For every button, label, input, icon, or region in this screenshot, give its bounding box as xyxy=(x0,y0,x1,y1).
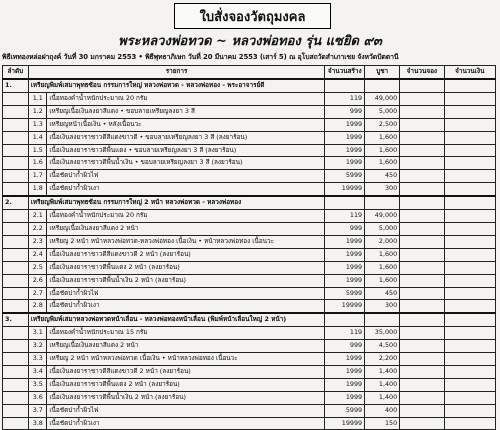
row-spacer xyxy=(3,222,29,235)
item-quantity: 119 xyxy=(325,327,365,340)
amount-cell[interactable] xyxy=(444,274,495,287)
amount-cell[interactable] xyxy=(444,131,495,144)
row-spacer xyxy=(3,235,29,248)
col-header-reserve: จำนวนจอง xyxy=(400,66,444,80)
table-header-row xyxy=(3,66,496,80)
amount-cell[interactable] xyxy=(444,340,495,353)
reserve-quantity-cell[interactable] xyxy=(400,144,444,157)
amount-cell[interactable] xyxy=(444,353,495,366)
reserve-quantity-cell[interactable] xyxy=(400,92,444,105)
item-description: เหรียญหน้าเนื้อเงิน • หลังเนื้อนวะ xyxy=(47,118,325,131)
row-spacer xyxy=(3,417,29,430)
amount-cell[interactable] xyxy=(444,144,495,157)
reserve-quantity-cell[interactable] xyxy=(400,157,444,170)
item-number: 3.2 xyxy=(28,340,47,353)
reserve-quantity-cell[interactable] xyxy=(400,365,444,378)
item-number: 3.3 xyxy=(28,353,47,366)
row-spacer xyxy=(3,131,29,144)
item-price: 49,000 xyxy=(365,210,400,223)
table-row xyxy=(3,261,496,274)
item-description: เหรียญ 2 หน้า หน้าหลวงพ่อทวด เนื้อเงิน • หน้าหลวงพ่อทอง เนื้อนวะ xyxy=(47,353,325,366)
section-title: เหรียญพิมพ์เสมาพุทธซ้อน กรรมการใหญ่ หลวงพ่อทวด - หลวงพ่อทอง - พระอาจารย์ดี xyxy=(28,79,325,92)
section-amount xyxy=(444,196,495,209)
table-row xyxy=(3,340,496,353)
section-row xyxy=(3,196,496,209)
amount-cell[interactable] xyxy=(444,261,495,274)
table-row xyxy=(3,235,496,248)
section-title: เหรียญพิมพ์เสมาพุทธซ้อน กรรมการใหญ่ 2 หน้า หลวงพ่อทวด - หลวงพ่อทอง xyxy=(28,196,325,209)
item-description: เนื้อชัตปาก้ำผิวเงา xyxy=(47,300,325,313)
table-row xyxy=(3,222,496,235)
reserve-quantity-cell[interactable] xyxy=(400,170,444,183)
item-price: 2,500 xyxy=(365,118,400,131)
table-row xyxy=(3,183,496,196)
item-price: 150 xyxy=(365,417,400,430)
row-spacer xyxy=(3,404,29,417)
item-quantity: 1999 xyxy=(325,365,365,378)
item-price: 300 xyxy=(365,183,400,196)
col-header-price: บูชา xyxy=(365,66,400,80)
row-spacer xyxy=(3,183,29,196)
table-row xyxy=(3,365,496,378)
section-price xyxy=(365,196,400,209)
reserve-quantity-cell[interactable] xyxy=(400,210,444,223)
form-subtitle: พระหลวงพ่อทวด ~ หลวงพ่อทอง รุ่น แซยิด ๙๓ xyxy=(118,34,382,49)
item-price: 450 xyxy=(365,287,400,300)
reserve-quantity-cell[interactable] xyxy=(400,300,444,313)
table-row xyxy=(3,417,496,430)
item-number: 2.8 xyxy=(28,300,47,313)
table-row xyxy=(3,378,496,391)
reserve-quantity-cell[interactable] xyxy=(400,391,444,404)
item-quantity: 1999 xyxy=(325,131,365,144)
amount-cell[interactable] xyxy=(444,378,495,391)
item-description: เนื้อเงินลงยาราชาวดีพื้นแดง 2 หน้า (ลงยาร้อน) xyxy=(47,261,325,274)
row-spacer xyxy=(3,210,29,223)
table-row xyxy=(3,248,496,261)
amount-cell[interactable] xyxy=(444,300,495,313)
row-spacer xyxy=(3,261,29,274)
item-description: เนื้อเงินลงยาราชาวดีพื้นแดง 2 หน้า (ลงยาร้อน) xyxy=(47,378,325,391)
col-header-item: รายการ xyxy=(28,66,325,80)
table-row xyxy=(3,287,496,300)
amount-cell[interactable] xyxy=(444,92,495,105)
item-quantity: 999 xyxy=(325,222,365,235)
reserve-quantity-cell[interactable] xyxy=(400,118,444,131)
item-quantity: 5999 xyxy=(325,287,365,300)
table-row xyxy=(3,105,496,118)
row-spacer xyxy=(3,327,29,340)
section-row xyxy=(3,79,496,92)
item-quantity: 1999 xyxy=(325,118,365,131)
item-quantity: 1999 xyxy=(325,378,365,391)
table-row xyxy=(3,157,496,170)
item-price: 1,400 xyxy=(365,365,400,378)
reserve-quantity-cell[interactable] xyxy=(400,340,444,353)
row-spacer xyxy=(3,118,29,131)
row-spacer xyxy=(3,157,29,170)
item-price: 4,500 xyxy=(365,340,400,353)
item-quantity: 1999 xyxy=(325,261,365,274)
row-spacer xyxy=(3,170,29,183)
item-description: เนื้อทองคำน้ำหนักประมาณ 20 กรัม xyxy=(47,210,325,223)
table-row xyxy=(3,353,496,366)
item-number: 3.6 xyxy=(28,391,47,404)
table-row xyxy=(3,144,496,157)
item-description: เนื้อเงินลงยาราชาวดีสีแดงขาวดี • ขอบลายเหรียญลงยา 3 สี (ลงยาร้อน) xyxy=(47,131,325,144)
item-price: 1,600 xyxy=(365,157,400,170)
amount-cell[interactable] xyxy=(444,118,495,131)
item-number: 3.1 xyxy=(28,327,47,340)
item-price: 1,400 xyxy=(365,378,400,391)
item-number: 2.7 xyxy=(28,287,47,300)
item-price: 2,000 xyxy=(365,235,400,248)
item-price: 300 xyxy=(365,300,400,313)
amount-cell[interactable] xyxy=(444,222,495,235)
row-spacer xyxy=(3,378,29,391)
row-spacer xyxy=(3,105,29,118)
reserve-quantity-cell[interactable] xyxy=(400,248,444,261)
row-spacer xyxy=(3,274,29,287)
item-description: เนื้อชัตปาก้ำผิวเงา xyxy=(47,183,325,196)
reserve-quantity-cell[interactable] xyxy=(400,287,444,300)
amount-cell[interactable] xyxy=(444,327,495,340)
item-description: เหรียญเนื้อเงินลงยาสีแดง • ขอบลายเหรียญลงยา 3 สี xyxy=(47,105,325,118)
item-description: เนื้อชัตปาก้ำผิวเงา xyxy=(47,417,325,430)
row-spacer xyxy=(3,144,29,157)
row-spacer xyxy=(3,365,29,378)
amount-cell[interactable] xyxy=(444,157,495,170)
amount-cell[interactable] xyxy=(444,248,495,261)
row-spacer xyxy=(3,391,29,404)
row-spacer xyxy=(3,300,29,313)
section-number: 3. xyxy=(3,313,29,326)
col-header-no: ลำดับ xyxy=(3,66,29,80)
item-description: เนื้อเงินลงยาราชาวดีพื้นแดง • ขอบลายเหรียญลงยา 3 สี (ลงยาร้อน) xyxy=(47,144,325,157)
section-quantity xyxy=(325,79,365,92)
item-price: 49,000 xyxy=(365,92,400,105)
amount-cell[interactable] xyxy=(444,391,495,404)
item-description: เนื้อเงินลงยาราชาวดีพื้นน้ำเงิน 2 หน้า (ลงยาร้อน) xyxy=(47,391,325,404)
amount-cell[interactable] xyxy=(444,183,495,196)
amount-cell[interactable] xyxy=(444,170,495,183)
section-reserve xyxy=(400,313,444,326)
item-description: เนื้อทองคำน้ำหนักประมาณ 15 กรัม xyxy=(47,327,325,340)
table-row xyxy=(3,274,496,287)
item-description: เหรียญเนื้อเงินลงยาสีแดง 2 หน้า xyxy=(47,340,325,353)
item-quantity: 19999 xyxy=(325,417,365,430)
section-number: 2. xyxy=(3,196,29,209)
table-row xyxy=(3,210,496,223)
table-row xyxy=(3,404,496,417)
section-reserve xyxy=(400,196,444,209)
item-number: 2.2 xyxy=(28,222,47,235)
item-description: เนื้อเงินลงยาราชาวดีพื้นน้ำเงิน 2 หน้า (ลงยาร้อน) xyxy=(47,274,325,287)
item-description: เนื้อชัตปาก้ำผิวไฟ xyxy=(47,404,325,417)
reserve-quantity-cell[interactable] xyxy=(400,131,444,144)
item-quantity: 119 xyxy=(325,210,365,223)
item-number: 1.2 xyxy=(28,105,47,118)
item-number: 2.1 xyxy=(28,210,47,223)
item-price: 400 xyxy=(365,404,400,417)
item-price: 5,000 xyxy=(365,222,400,235)
reserve-quantity-cell[interactable] xyxy=(400,274,444,287)
item-number: 3.7 xyxy=(28,404,47,417)
reserve-quantity-cell[interactable] xyxy=(400,222,444,235)
amount-cell[interactable] xyxy=(444,287,495,300)
section-number: 1. xyxy=(3,79,29,92)
item-quantity: 1999 xyxy=(325,248,365,261)
reserve-quantity-cell[interactable] xyxy=(400,261,444,274)
item-description: เนื้อชัตปาก้ำผิวไฟ xyxy=(47,287,325,300)
table-row xyxy=(3,391,496,404)
section-quantity xyxy=(325,196,365,209)
row-spacer xyxy=(3,353,29,366)
item-price: 1,600 xyxy=(365,248,400,261)
reserve-quantity-cell[interactable] xyxy=(400,327,444,340)
amount-cell[interactable] xyxy=(444,404,495,417)
reserve-quantity-cell[interactable] xyxy=(400,417,444,430)
reserve-quantity-cell[interactable] xyxy=(400,183,444,196)
item-quantity: 19999 xyxy=(325,183,365,196)
item-quantity: 1999 xyxy=(325,144,365,157)
item-description: เหรียญเนื้อเงินลงยาสีแดง 2 หน้า xyxy=(47,222,325,235)
item-description: เนื้อเงินลงยาราชาวดีพื้นน้ำเงิน • ขอบลายเหรียญลงยา 3 สี (ลงยาร้อน) xyxy=(47,157,325,170)
reserve-quantity-cell[interactable] xyxy=(400,404,444,417)
item-number: 1.6 xyxy=(28,157,47,170)
row-spacer xyxy=(3,340,29,353)
reserve-quantity-cell[interactable] xyxy=(400,353,444,366)
section-amount xyxy=(444,79,495,92)
item-price: 1,600 xyxy=(365,144,400,157)
item-quantity: 999 xyxy=(325,340,365,353)
ceremony-info: พิธีเททองหล่อฝาถุงค์ วันที่ 30 มกราคม 2553 • พิธีพุทธาภิเษก วันที่ 20 มีนาคม 2553 (เสาร์ 5) ณ อุโบสถวัดสำเภาเชย จังหวัดปัตตานี xyxy=(2,53,399,61)
item-number: 2.6 xyxy=(28,274,47,287)
item-number: 1.7 xyxy=(28,170,47,183)
item-price: 1,600 xyxy=(365,261,400,274)
item-quantity: 999 xyxy=(325,105,365,118)
table-row xyxy=(3,300,496,313)
table-row xyxy=(3,118,496,131)
amount-cell[interactable] xyxy=(444,417,495,430)
row-spacer xyxy=(3,248,29,261)
reserve-quantity-cell[interactable] xyxy=(400,235,444,248)
item-number: 1.5 xyxy=(28,144,47,157)
item-number: 1.1 xyxy=(28,92,47,105)
order-table xyxy=(2,65,496,430)
item-price: 1,400 xyxy=(365,391,400,404)
item-price: 5,000 xyxy=(365,105,400,118)
item-description: เนื้อชัตปาก้ำผิวไฟ xyxy=(47,170,325,183)
item-quantity: 5999 xyxy=(325,404,365,417)
section-row xyxy=(3,313,496,326)
section-quantity xyxy=(325,313,365,326)
item-description: เนื้อเงินลงยาราชาวดีสีแดงขาวดี 2 หน้า (ลงยาร้อน) xyxy=(47,248,325,261)
item-price: 1,600 xyxy=(365,274,400,287)
amount-cell[interactable] xyxy=(444,235,495,248)
item-number: 1.4 xyxy=(28,131,47,144)
item-number: 3.4 xyxy=(28,365,47,378)
item-quantity: 1999 xyxy=(325,235,365,248)
item-price: 450 xyxy=(365,170,400,183)
form-title: ใบสั่งจองวัตถุมงคล xyxy=(174,3,331,29)
item-description: เนื้อทองคำน้ำหนักประมาณ 20 กรัม xyxy=(47,92,325,105)
table-row xyxy=(3,170,496,183)
reserve-quantity-cell[interactable] xyxy=(400,378,444,391)
item-quantity: 1999 xyxy=(325,157,365,170)
table-row xyxy=(3,327,496,340)
item-quantity: 119 xyxy=(325,92,365,105)
item-number: 2.3 xyxy=(28,235,47,248)
item-price: 35,000 xyxy=(365,327,400,340)
amount-cell[interactable] xyxy=(444,210,495,223)
item-quantity: 19999 xyxy=(325,300,365,313)
row-spacer xyxy=(3,287,29,300)
item-number: 3.5 xyxy=(28,378,47,391)
col-header-quantity: จำนวนสร้าง xyxy=(325,66,365,80)
item-quantity: 1999 xyxy=(325,391,365,404)
section-price xyxy=(365,313,400,326)
item-number: 3.8 xyxy=(28,417,47,430)
item-number: 1.3 xyxy=(28,118,47,131)
item-price: 2,200 xyxy=(365,353,400,366)
col-header-amount: จำนวนเงิน xyxy=(444,66,495,80)
table-body xyxy=(3,79,496,430)
section-title: เหรียญพิมพ์เสมาหลวงพ่อทวดหน้าเลื่อน - หลวงพ่อทองหน้าเลื่อน (พิมพ์หน้าเลื่อนใหญ่ 2 หน้า) xyxy=(28,313,325,326)
section-reserve xyxy=(400,79,444,92)
item-price: 1,600 xyxy=(365,131,400,144)
item-quantity: 1999 xyxy=(325,274,365,287)
item-description: เหรียญ 2 หน้า หน้าหลวงพ่อทวด-หลวงพ่อทอง เนื้อเงิน • หน้าหลวงพ่อทอง เนื้อนวะ xyxy=(47,235,325,248)
amount-cell[interactable] xyxy=(444,105,495,118)
amount-cell[interactable] xyxy=(444,365,495,378)
item-number: 2.4 xyxy=(28,248,47,261)
item-number: 2.5 xyxy=(28,261,47,274)
item-quantity: 1999 xyxy=(325,353,365,366)
item-quantity: 5999 xyxy=(325,170,365,183)
table-row xyxy=(3,92,496,105)
item-description: เนื้อเงินลงยาราชาวดีสีแดงขาวดี 2 หน้า (ลงยาร้อน) xyxy=(47,365,325,378)
table-row xyxy=(3,131,496,144)
section-amount xyxy=(444,313,495,326)
section-price xyxy=(365,79,400,92)
row-spacer xyxy=(3,92,29,105)
item-number: 1.8 xyxy=(28,183,47,196)
reserve-quantity-cell[interactable] xyxy=(400,105,444,118)
